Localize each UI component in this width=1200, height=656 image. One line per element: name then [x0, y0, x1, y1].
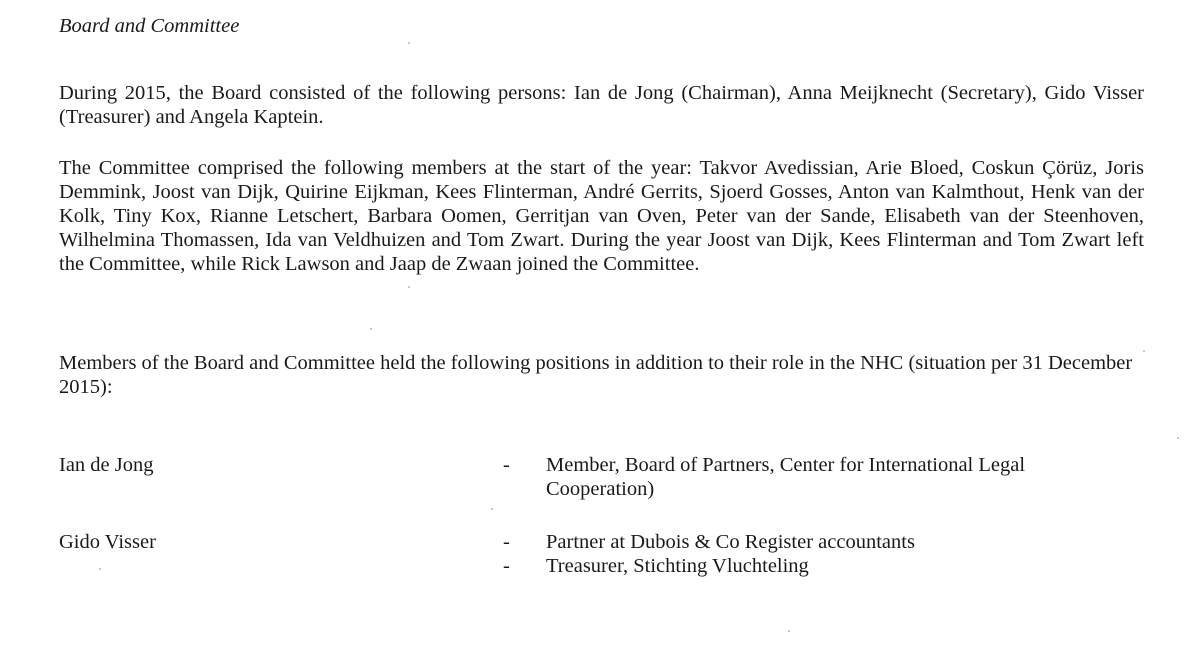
position-item: [501, 554, 1061, 578]
committee-paragraph: The Committee comprised the following members at the start of the year: Takvor Avedissian, Arie Bloed, Coskun Çörüz, Joris Demmink, Joost van Dijk, Quirine Eijkman, Kees Flinterman, André Gerrits, Sjoerd Gosses, Anton van Kalmthout, Henk van der Kolk, Tiny Kox, Rianne Letschert, Barbara Oomen, Gerritjan van Oven, Peter van der Sande, Elisabeth van der Steenhoven, Wilhelmina Thomassen, Ida van Veldhuizen and Tom Zwart. During the year Joost van Dijk, Kees Flinterman and Tom Zwart left the Committee, while Rick Lawson and Jaap de Zwaan joined the Committee.: [59, 157, 1144, 275]
document-page: [59, 12, 1144, 577]
position-list: [501, 530, 1061, 578]
scan-speck: [491, 508, 493, 510]
scan-speck: [370, 328, 372, 330]
position-text: Partner at Dubois & Co Register accountants: [546, 531, 915, 553]
position-item: [501, 453, 1061, 501]
position-text: Treasurer, Stichting Vluchteling: [546, 555, 809, 577]
position-list: [501, 453, 1061, 501]
scan-speck: [408, 286, 410, 288]
dash-bullet: -: [503, 555, 510, 577]
scan-speck: [1143, 350, 1145, 352]
scan-speck: [99, 568, 101, 570]
dash-bullet: -: [503, 454, 510, 476]
positions-intro-paragraph: Members of the Board and Committee held the following positions in addition to their role in the NHC (situation per 31 December 2015):: [59, 352, 1133, 398]
section-heading: Board and Committee: [59, 15, 240, 37]
board-paragraph: During 2015, the Board consisted of the following persons: Ian de Jong (Chairman), Anna Meijknecht (Secretary), Gido Visser (Treasurer) and Angela Kaptein.: [59, 82, 1144, 128]
member-name: Gido Visser: [59, 531, 156, 553]
position-text: Member, Board of Partners, Center for International Legal Cooperation): [546, 454, 1026, 500]
position-item: [501, 530, 1061, 554]
scan-speck: [1177, 437, 1179, 439]
member-name: Ian de Jong: [59, 454, 154, 476]
scan-speck: [408, 42, 410, 44]
dash-bullet: -: [503, 531, 510, 553]
scan-speck: [788, 630, 790, 632]
